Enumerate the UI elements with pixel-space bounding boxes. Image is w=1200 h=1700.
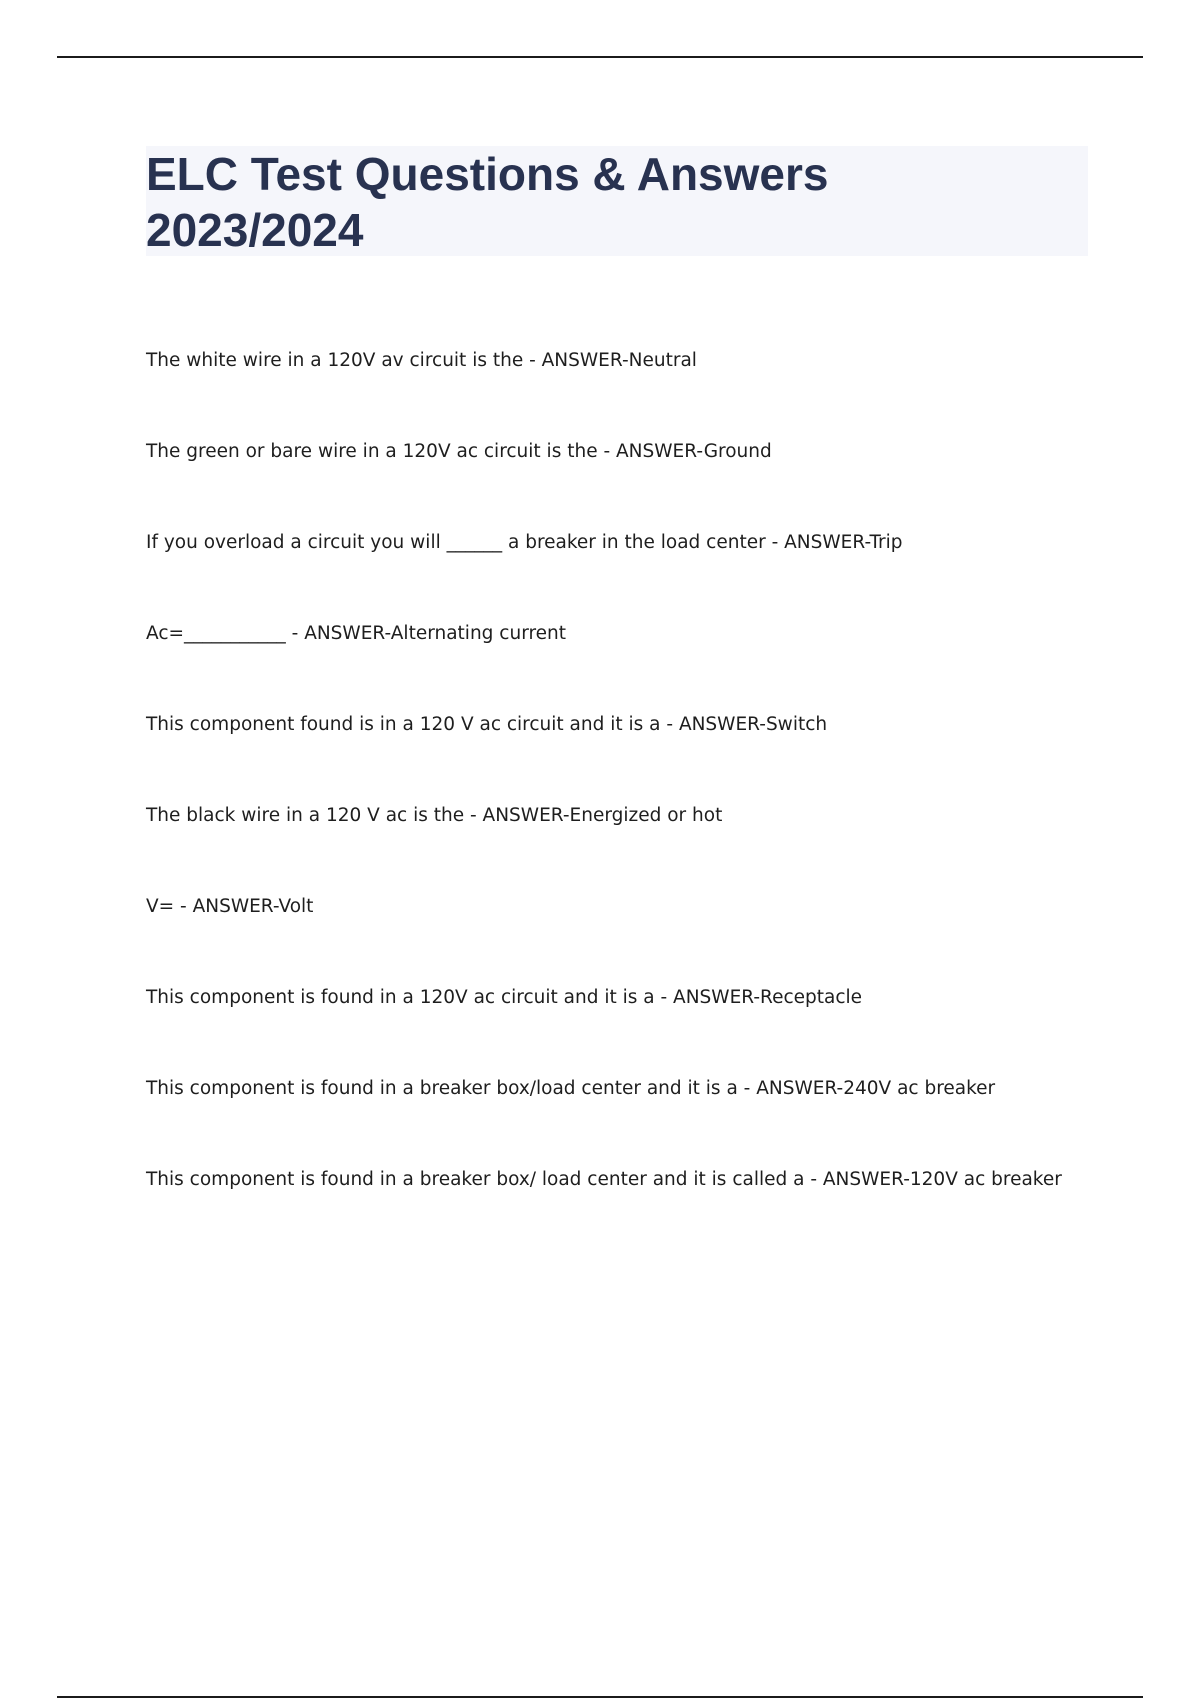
qa-item: The black wire in a 120 V ac is the - ANSWER-Energized or hot — [146, 805, 723, 826]
document-title: ELC Test Questions & Answers 2023/2024 — [146, 148, 829, 256]
qa-list — [146, 344, 1146, 1254]
title-banner — [146, 146, 1088, 256]
qa-item: V= - ANSWER-Volt — [146, 896, 314, 917]
qa-item: Ac=___________ - ANSWER-Alternating current — [146, 623, 567, 644]
qa-item: If you overload a circuit you will ______ a breaker in the load center - ANSWER-Trip — [146, 532, 903, 553]
qa-item: The green or bare wire in a 120V ac circuit is the - ANSWER-Ground — [146, 441, 772, 462]
footer-rule — [57, 1696, 1143, 1698]
qa-item: The white wire in a 120V av circuit is the - ANSWER-Neutral — [146, 350, 697, 371]
header-rule — [57, 56, 1143, 58]
qa-item: This component is found in a breaker box/ load center and it is called a - ANSWER-120V ac breaker — [146, 1169, 1062, 1190]
qa-item: This component found is in a 120 V ac circuit and it is a - ANSWER-Switch — [146, 714, 828, 735]
qa-item: This component is found in a 120V ac circuit and it is a - ANSWER-Receptacle — [146, 987, 863, 1008]
qa-item: This component is found in a breaker box/load center and it is a - ANSWER-240V ac breaker — [146, 1078, 996, 1099]
